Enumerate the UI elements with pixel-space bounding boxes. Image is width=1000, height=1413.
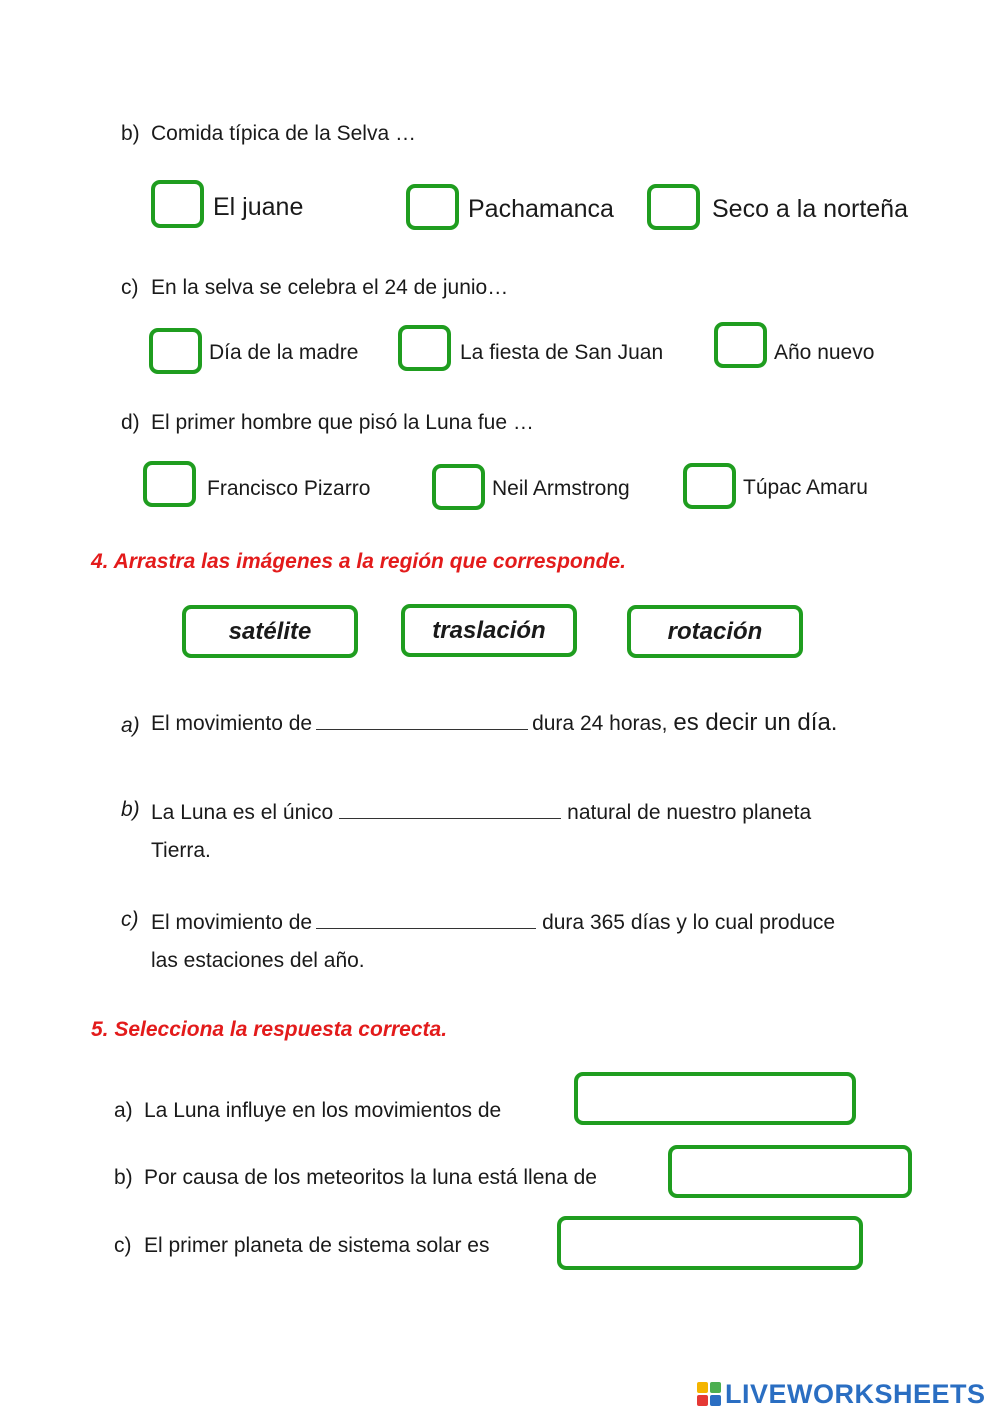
item-5b-label: b) (114, 1166, 133, 1189)
question-b-label: b) (121, 122, 140, 145)
item-4a-label: a) (121, 714, 140, 737)
checkbox-b-1[interactable] (151, 180, 204, 228)
answer-dropdown-5b[interactable] (668, 1145, 912, 1198)
item-4a-sentence (151, 709, 837, 737)
option-c-3: Año nuevo (774, 341, 875, 364)
item-4c-before: El movimiento de (151, 911, 313, 934)
item-5c-label: c) (114, 1234, 132, 1257)
checkbox-c-1[interactable] (149, 328, 202, 374)
item-4c-after: dura 365 días y lo cual produce (542, 911, 836, 934)
question-c-label: c) (121, 276, 139, 299)
section-4-heading: 4. Arrastra las imágenes a la región que corresponde. (91, 550, 626, 573)
item-4b-sentence (151, 798, 811, 825)
liveworksheets-logo (697, 1378, 986, 1410)
question-d-label: d) (121, 411, 140, 434)
drop-zone-4b[interactable] (339, 798, 561, 819)
checkbox-b-3[interactable] (647, 184, 700, 230)
drop-zone-4c[interactable] (316, 908, 536, 929)
item-4b-before: La Luna es el único (151, 801, 334, 824)
option-b-1: El juane (213, 193, 304, 221)
item-4a-after: dura 24 horas, (532, 712, 668, 735)
question-c-text: En la selva se celebra el 24 de junio… (151, 276, 509, 299)
drag-chip-rotacion[interactable]: rotación (627, 605, 803, 658)
question-d-text: El primer hombre que pisó la Luna fue … (151, 411, 534, 434)
checkbox-c-3[interactable] (714, 322, 767, 368)
option-c-2: La fiesta de San Juan (460, 341, 664, 364)
item-5c-text: El primer planeta de sistema solar es (144, 1234, 490, 1257)
checkbox-d-1[interactable] (143, 461, 196, 507)
question-b-text: Comida típica de la Selva … (151, 122, 416, 145)
option-c-1: Día de la madre (209, 341, 359, 364)
section-5-heading: 5. Selecciona la respuesta correcta. (91, 1018, 448, 1041)
item-4c-line2: las estaciones del año. (151, 949, 365, 972)
checkbox-d-3[interactable] (683, 463, 736, 509)
item-5a-label: a) (114, 1099, 133, 1122)
answer-dropdown-5c[interactable] (557, 1216, 863, 1270)
item-4a-after-big: es decir un día. (673, 709, 838, 736)
option-d-3: Túpac Amaru (743, 476, 868, 499)
item-4b-label: b) (121, 798, 140, 821)
drag-chip-traslacion[interactable]: traslación (401, 604, 577, 657)
item-4c-label: c) (121, 908, 139, 931)
item-5b-text: Por causa de los meteoritos la luna está llena de (144, 1166, 597, 1189)
option-d-2: Neil Armstrong (492, 477, 630, 500)
drag-chip-satelite[interactable]: satélite (182, 605, 358, 658)
item-5a-text: La Luna influye en los movimientos de (144, 1099, 502, 1122)
checkbox-c-2[interactable] (398, 325, 451, 371)
item-4b-after: natural de nuestro planeta (567, 801, 812, 824)
item-4b-line2: Tierra. (151, 839, 211, 862)
option-b-3: Seco a la norteña (712, 195, 908, 223)
checkbox-b-2[interactable] (406, 184, 459, 230)
item-4c-sentence (151, 908, 835, 935)
drop-zone-4a[interactable] (316, 709, 528, 730)
item-4a-before: El movimiento de (151, 712, 313, 735)
answer-dropdown-5a[interactable] (574, 1072, 856, 1125)
logo-mark-icon (697, 1382, 721, 1406)
logo-text: LIVEWORKSHEETS (725, 1378, 986, 1409)
option-d-1: Francisco Pizarro (207, 477, 371, 500)
checkbox-d-2[interactable] (432, 464, 485, 510)
option-b-2: Pachamanca (468, 195, 614, 223)
